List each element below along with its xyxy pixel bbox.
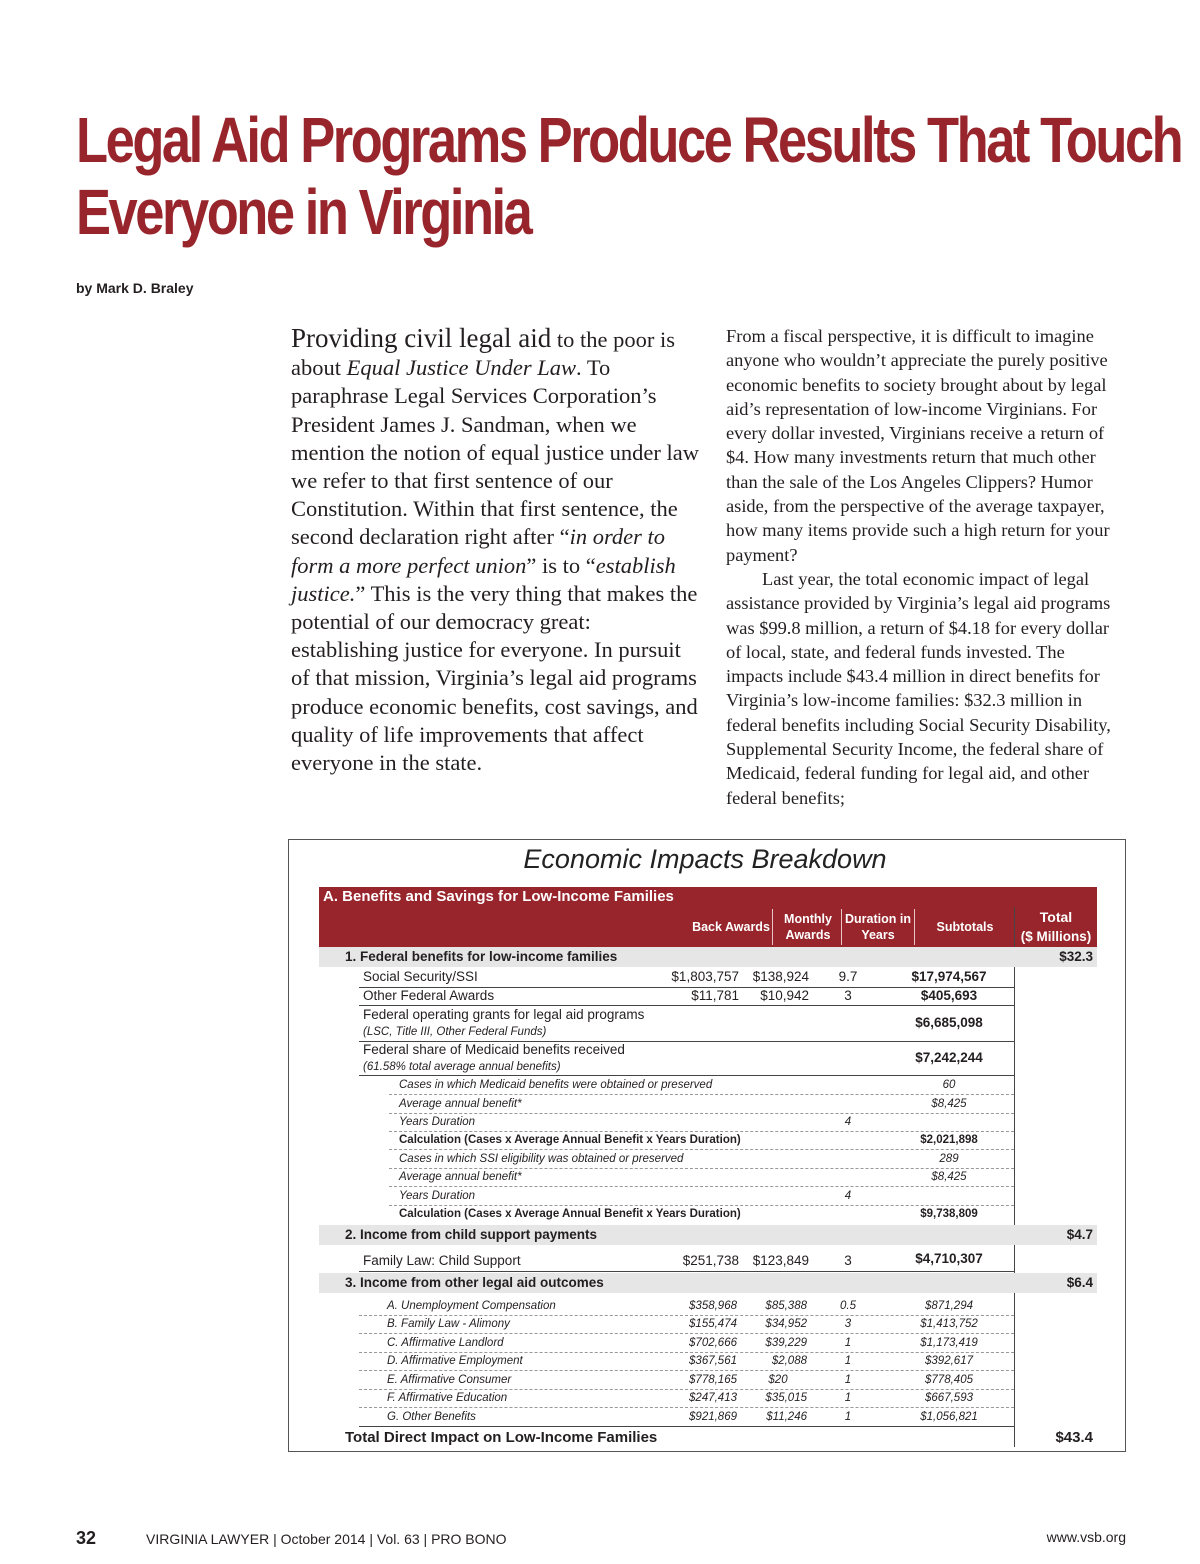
back-awards-cell: $367,561 (689, 1355, 737, 1367)
subtotal-cell: $778,405 (925, 1374, 973, 1386)
row-note: (61.58% total average annual benefits) (363, 1061, 561, 1073)
duration-cell: 3 (844, 988, 852, 1003)
monthly-awards-cell: $35,015 (765, 1392, 807, 1404)
duration-cell: 1 (844, 1374, 852, 1386)
intro-italic-2: in order to form a more perfect union (291, 524, 666, 578)
detail-label: Calculation (Cases x Average Annual Benefit x Years Duration) (399, 1134, 741, 1146)
row-label: Social Security/SSI (363, 969, 478, 984)
category-row-federal (319, 947, 1097, 967)
subtotal-cell: $6,685,098 (915, 1015, 983, 1030)
body-column-2 (726, 324, 1126, 810)
detail-label: Average annual benefit* (399, 1098, 522, 1110)
body-paragraph-1: From a fiscal perspective, it is difficult to imagine anyone who wouldn’t appreciate the purely positive economic benefits to society brought about by legal aid’s representation of low-income Virginians. For every dollar invested, Virginians receive a return of $4. How many investments return that much other than the sale of the Los Angeles Clippers? Humor aside, from the perspective of the average taxpayer, how many items provide such a high return for your payment? (726, 326, 1110, 565)
duration-cell: 3 (844, 1253, 852, 1268)
intro-paragraph (291, 324, 701, 777)
row-label: Other Federal Awards (363, 988, 495, 1003)
category-label: 1. Federal benefits for low-income families (345, 949, 618, 964)
page-footer (76, 1528, 1126, 1552)
page-number: 32 (76, 1528, 97, 1548)
monthly-awards-cell: $34,952 (765, 1318, 807, 1330)
back-awards-cell: $358,968 (689, 1300, 737, 1312)
intro-text-2: . To paraphrase Legal Services Corporation’s President James J. Sandman, when we mention the notion of equal justice under law we refer to that first sentence of our Constitution. Within that first sentence, the second declaration right after “ (291, 355, 700, 550)
row-rule (359, 1271, 1014, 1272)
duration-cell: 1 (844, 1355, 852, 1367)
subtotal-cell: $1,173,419 (920, 1337, 978, 1349)
back-awards-cell: $778,165 (689, 1374, 737, 1386)
title-line-1: Legal Aid Programs Produce Results That Touch (76, 104, 1182, 176)
outcome-rule (359, 1426, 1014, 1427)
subtotal-cell: $7,242,244 (915, 1050, 983, 1065)
category-label: 2. Income from child support payments (345, 1227, 598, 1242)
grand-total-label: Total Direct Impact on Low-Income Families (345, 1429, 658, 1446)
column-header-row (319, 907, 1097, 947)
back-awards-cell: $251,738 (682, 1253, 739, 1268)
back-awards-cell: $921,869 (689, 1411, 737, 1423)
col-header-total-2: ($ Millions) (1020, 929, 1092, 944)
grand-total-value: $43.4 (1055, 1429, 1093, 1446)
row-note: (LSC, Title III, Other Federal Funds) (363, 1026, 547, 1038)
byline: by Mark D. Braley (76, 280, 194, 296)
publication-info: VIRGINIA LAWYER | October 2014 | Vol. 63 | PRO BONO (146, 1531, 507, 1547)
col-header-back-awards: Back Awards (692, 920, 770, 934)
intro-text-1: to the poor is about (291, 327, 675, 381)
col-header-monthly-2: Awards (785, 928, 831, 942)
back-awards-cell: $155,474 (689, 1318, 737, 1330)
duration-cell: 1 (844, 1411, 852, 1423)
row-label: Federal share of Medicaid benefits received (363, 1042, 625, 1057)
back-awards-cell: $702,666 (689, 1337, 737, 1349)
category-total: $6.4 (1066, 1275, 1093, 1290)
intro-italic-3: establish justice. (291, 552, 676, 606)
outcome-label: E. Affirmative Consumer (387, 1374, 512, 1386)
subtotal-cell: $1,056,821 (920, 1411, 978, 1423)
detail-subtotal: $8,425 (931, 1171, 967, 1183)
category-row-child-support (319, 1225, 1097, 1245)
total-column-divider (1014, 907, 1015, 1447)
economic-impacts-table (288, 839, 1126, 1452)
back-awards-cell: $11,781 (691, 988, 739, 1003)
detail-label: Years Duration (399, 1116, 476, 1128)
title-line-2: Everyone in Virginia (76, 176, 531, 248)
outcome-label: B. Family Law - Alimony (387, 1318, 510, 1330)
monthly-awards-cell: $11,246 (766, 1411, 807, 1423)
duration-cell: 1 (844, 1392, 852, 1404)
detail-duration: 4 (844, 1190, 852, 1202)
back-awards-cell: $247,413 (689, 1392, 737, 1404)
category-total: $32.3 (1059, 949, 1093, 964)
detail-subtotal: $2,021,898 (920, 1134, 978, 1146)
detail-subtotal: $9,738,809 (920, 1208, 978, 1220)
category-label: 3. Income from other legal aid outcomes (345, 1275, 604, 1290)
table-title: Economic Impacts Breakdown (523, 844, 887, 874)
detail-label: Calculation (Cases x Average Annual Benefit x Years Duration) (399, 1208, 741, 1220)
detail-subtotal: 60 (942, 1079, 956, 1091)
intro-text-4: ” This is the very thing that makes the potential of our democracy great: establishing justice for everyone. In pursuit of that mission, Virginia’s legal aid programs produce economic benefits, cost savings, and quality of life improvements that affect everyone in the state. (291, 580, 698, 776)
detail-label: Average annual benefit* (399, 1171, 522, 1183)
outcome-label: A. Unemployment Compensation (387, 1300, 556, 1312)
intro-italic-1: Equal Justice Under Law (346, 355, 576, 381)
row-label: Federal operating grants for legal aid programs (363, 1007, 645, 1022)
monthly-awards-cell: $20 (768, 1374, 788, 1386)
monthly-awards-cell: $138,924 (752, 969, 809, 984)
outcome-label: D. Affirmative Employment (387, 1355, 523, 1367)
monthly-awards-cell: $123,849 (752, 1253, 809, 1268)
monthly-awards-cell: $10,942 (760, 988, 809, 1003)
detail-rule (389, 1113, 1014, 1114)
subtotal-cell: $4,710,307 (915, 1251, 983, 1266)
subtotal-cell: $405,693 (920, 988, 978, 1003)
subtotal-cell: $1,413,752 (920, 1318, 978, 1330)
outcome-label: C. Affirmative Landlord (387, 1337, 504, 1349)
col-header-total-1: Total (1039, 909, 1073, 925)
duration-cell: 3 (844, 1318, 852, 1330)
outcome-label: F. Affirmative Education (387, 1392, 508, 1404)
section-header: A. Benefits and Savings for Low-Income Families (319, 887, 1097, 907)
col-header-duration-2: Years (861, 928, 895, 942)
subtotal-cell: $392,617 (925, 1355, 973, 1367)
monthly-awards-cell: $85,388 (765, 1300, 807, 1312)
outcome-label: G. Other Benefits (387, 1411, 476, 1423)
duration-cell: 0.5 (840, 1300, 856, 1312)
detail-subtotal: $8,425 (931, 1098, 967, 1110)
monthly-awards-cell: $39,229 (765, 1337, 807, 1349)
monthly-awards-cell: $2,088 (771, 1355, 807, 1367)
col-header-subtotals: Subtotals (936, 920, 994, 934)
detail-label: Years Duration (399, 1190, 476, 1202)
detail-label: Cases in which Medicaid benefits were obtained or preserved (399, 1079, 713, 1091)
detail-label: Cases in which SSI eligibility was obtained or preserved (399, 1153, 684, 1165)
category-total: $4.7 (1066, 1227, 1093, 1242)
row-label: Family Law: Child Support (363, 1253, 521, 1268)
subtotal-cell: $871,294 (925, 1300, 973, 1312)
intro-lead: Providing civil legal aid (291, 323, 552, 353)
duration-cell: 1 (844, 1337, 852, 1349)
article-title (76, 104, 1182, 248)
intro-text-3: ” is to “ (526, 552, 596, 578)
website-link[interactable]: www.vsb.org (1046, 1529, 1126, 1545)
subtotal-cell: $667,593 (925, 1392, 973, 1404)
detail-duration: 4 (844, 1116, 852, 1128)
detail-rule (389, 1186, 1014, 1187)
detail-subtotal: 289 (939, 1153, 959, 1165)
subtotal-cell: $17,974,567 (911, 969, 987, 984)
back-awards-cell: $1,803,757 (671, 969, 739, 984)
col-header-monthly-1: Monthly (784, 912, 832, 926)
body-paragraph-2: Last year, the total economic impact of legal assistance provided by Virginia’s legal aid programs was $99.8 million, a return of $4.18 for every dollar of local, state, and federal funds invested. The impacts include $43.4 million in direct benefits for Virginia’s low-income families: $32.3 million in federal benefits including Social Security Disability, Supplemental Security Income, the federal share of Medicaid, federal funding for legal aid, and other federal benefits; (726, 568, 1111, 808)
col-header-duration-1: Duration in (845, 912, 911, 926)
category-row-other-outcomes (319, 1273, 1097, 1293)
duration-cell: 9.7 (838, 969, 858, 984)
